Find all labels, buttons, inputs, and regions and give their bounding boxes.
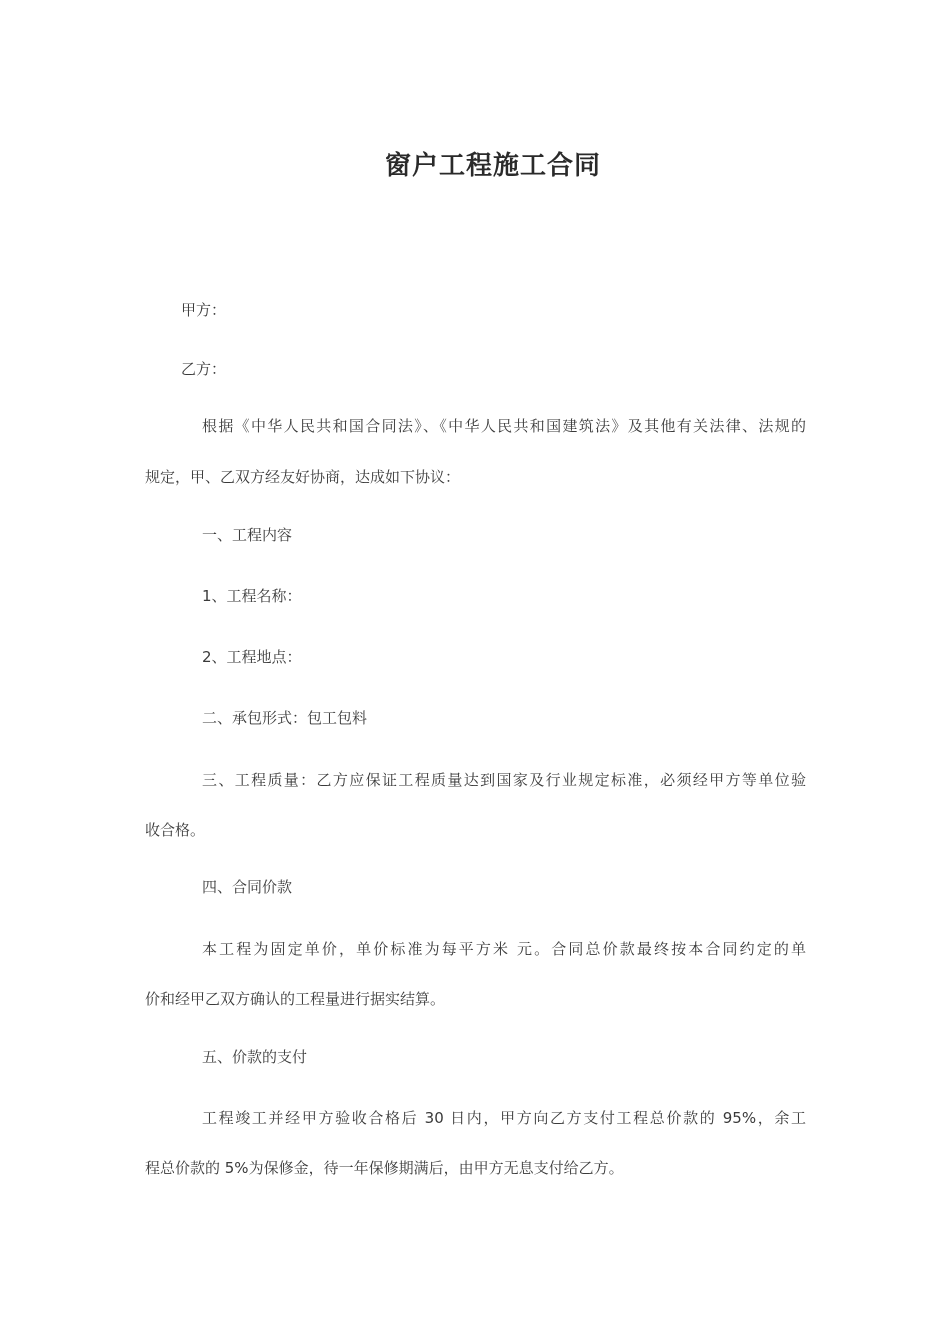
section-1-heading: 一、工程内容 xyxy=(202,526,293,544)
section-3-line-1: 三、工程质量：乙方应保证工程质量达到国家及行业规定标准，必须经甲方等单位验 xyxy=(202,771,806,789)
section-4-line-1: 本工程为固定单价，单价标准为每平方米 元。合同总价款最终按本合同约定的单 xyxy=(202,940,806,958)
item-project-location: 2、工程地点： xyxy=(202,648,302,666)
document-title: 窗户工程施工合同 xyxy=(384,151,601,181)
section-2-contract-form: 二、承包形式：包工包料 xyxy=(202,709,368,727)
party-a-label: 甲方： xyxy=(181,301,227,319)
item-project-name: 1、工程名称： xyxy=(202,587,302,605)
intro-paragraph-line-2: 规定，甲、乙双方经友好协商，达成如下协议： xyxy=(145,468,461,486)
section-4-heading: 四、合同价款 xyxy=(202,878,293,896)
section-3-line-2: 收合格。 xyxy=(145,821,206,839)
section-4-line-2: 价和经甲乙双方确认的工程量进行据实结算。 xyxy=(145,990,446,1008)
section-5-line-2: 程总价款的 5%为保修金，待一年保修期满后，由甲方无息支付给乙方。 xyxy=(145,1159,624,1177)
section-5-heading: 五、价款的支付 xyxy=(202,1048,308,1066)
section-5-line-1: 工程竣工并经甲方验收合格后 30 日内，甲方向乙方支付工程总价款的 95%，余工 xyxy=(202,1109,806,1127)
party-b-label: 乙方： xyxy=(181,360,227,378)
intro-paragraph-line-1: 根据《中华人民共和国合同法》、《中华人民共和国建筑法》及其他有关法律、法规的 xyxy=(202,417,806,435)
